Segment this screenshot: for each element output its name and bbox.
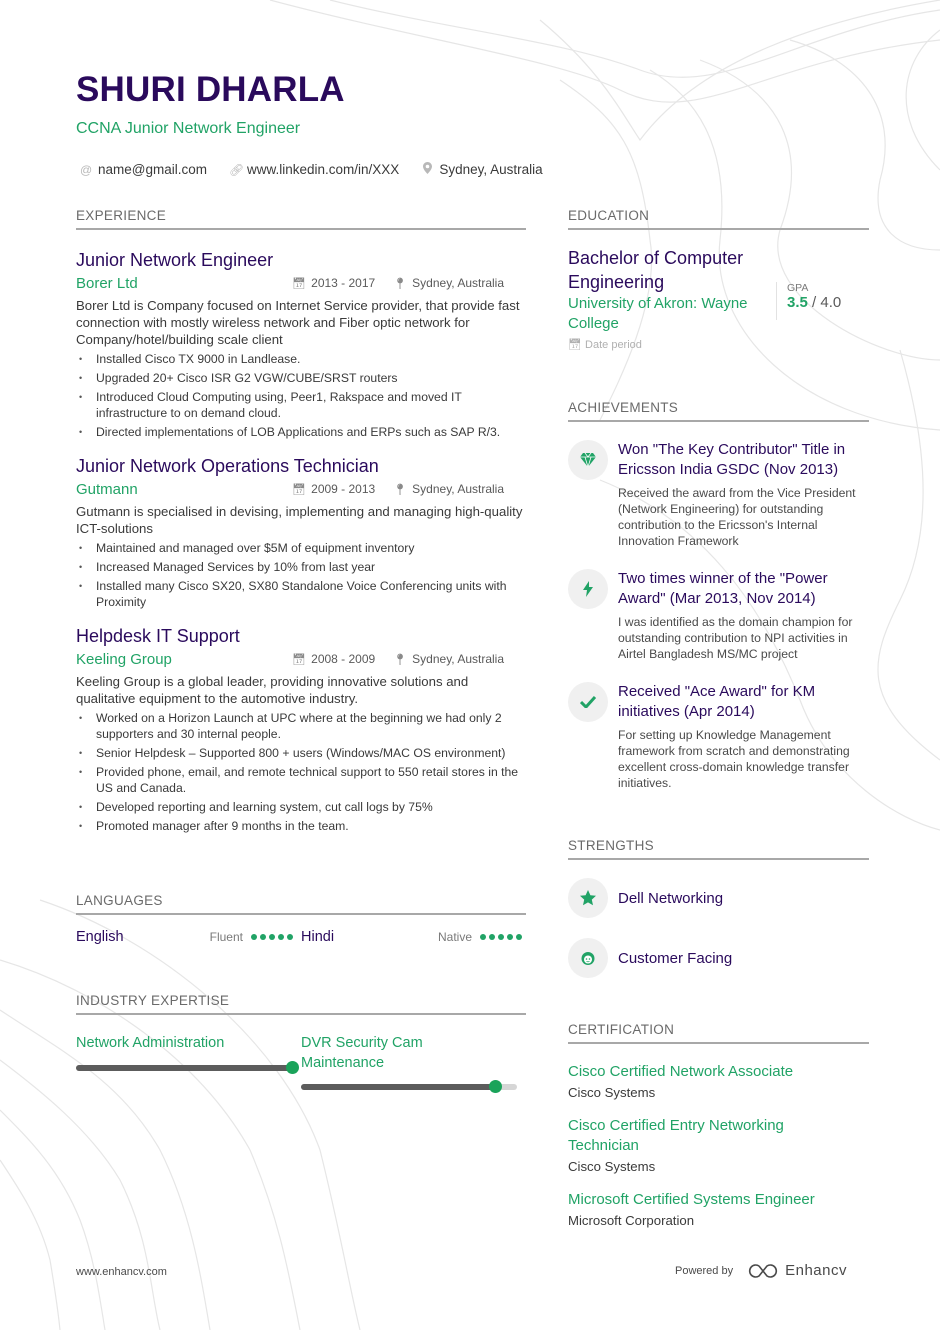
job-bullet: • Introduced Cloud Computing using, Peer1, Rakspace and moved IT infrastructure to on demand cloud. [76, 389, 526, 421]
language-level: Fluent [209, 930, 243, 944]
expertise-name: Network Administration [76, 1035, 225, 1051]
section-title-languages: LANGUAGES [76, 893, 526, 915]
calendar-icon: 📅︎ [292, 278, 307, 290]
language-name: Hindi [301, 929, 335, 945]
education-section [568, 208, 869, 351]
section-title-expertise: INDUSTRY EXPERTISE [76, 993, 526, 1015]
check-icon [568, 682, 608, 722]
certification-name: Microsoft Certified Systems Engineer [568, 1191, 815, 1208]
location-pin-icon: 📍︎ [393, 654, 408, 666]
job-dates: 📅︎ 2009 - 2013 [292, 482, 376, 496]
headset-icon [568, 938, 608, 978]
job-bullet: • Worked on a Horizon Launch at UPC where at the beginning we had only 2 supporters and 30 internal people. [76, 710, 526, 742]
job-bullet: • Promoted manager after 9 months in the team. [76, 818, 526, 834]
job-description: Borer Ltd is Company focused on Internet Service provider, that provide fast connection with mostly wireless network and Fiber optic network for Company/hotel/building scale client [76, 298, 520, 347]
job-bullet: • Directed implementations of LOB Applications and ERPs such as SAP R/3. [76, 424, 526, 440]
strengths-section [568, 838, 869, 978]
expertise-bar-knob [286, 1061, 299, 1074]
achievement-title: Two times winner of the "Power Award" (Mar 2013, Nov 2014) [618, 570, 828, 607]
certification-name: Cisco Certified Network Associate [568, 1063, 794, 1080]
certification-item [568, 1116, 869, 1174]
languages-section [76, 893, 526, 945]
contact-email-text: name@gmail.com [98, 162, 207, 177]
job-bullet: • Provided phone, email, and remote technical support to 550 retail stores in the US and Canada. [76, 764, 526, 796]
language-name: English [76, 929, 124, 945]
section-title-achievements: ACHIEVEMENTS [568, 400, 869, 422]
expertise-bar [301, 1084, 517, 1090]
contact-linkedin-text: www.linkedin.com/in/XXX [247, 162, 400, 177]
enhancv-logo-icon [747, 1263, 779, 1279]
job-location: 📍︎ Sydney, Australia [393, 276, 504, 290]
candidate-name: SHURI DHARLA [76, 70, 345, 109]
enhancv-brand: Enhancv [747, 1262, 847, 1279]
footer-website-link[interactable]: www.enhancv.com [76, 1266, 167, 1278]
job-entry [76, 454, 526, 610]
education-date: 📅︎ Date period [568, 339, 642, 351]
job-title: Junior Network Operations Technician [76, 456, 379, 476]
school-name: University of Akron: Wayne College [568, 295, 748, 332]
certification-section [568, 1022, 869, 1228]
link-icon: 🔗︎ [229, 162, 245, 177]
certification-item [568, 1190, 869, 1228]
job-bullets [76, 540, 526, 610]
achievement-item [568, 569, 869, 662]
candidate-title: CCNA Junior Network Engineer [76, 120, 301, 137]
achievement-description: For setting up Knowledge Management framework from scratch and demonstrating excellent cross-domain knowledge transfer initiatives. [618, 728, 850, 790]
expertise-item [301, 1033, 526, 1090]
company-name: Borer Ltd [76, 274, 138, 292]
job-description: Gutmann is specialised in devising, implementing and managing high-quality ICT-solutions [76, 504, 523, 536]
certification-item [568, 1062, 869, 1100]
expertise-bar [76, 1065, 292, 1071]
job-location: 📍︎ Sydney, Australia [393, 652, 504, 666]
strength-name: Customer Facing [618, 949, 733, 967]
gpa-block [776, 282, 841, 320]
experience-section [76, 208, 526, 837]
job-bullet: • Upgraded 20+ Cisco ISR G2 VGW/CUBE/SRST routers [76, 370, 526, 386]
job-bullet: • Installed many Cisco SX20, SX80 Standalone Voice Conferencing units with Proximity [76, 578, 526, 610]
job-location: 📍︎ Sydney, Australia [393, 482, 504, 496]
certification-issuer: Microsoft Corporation [568, 1213, 695, 1228]
strength-item [568, 938, 869, 978]
diamond-icon [568, 440, 608, 480]
language-level: Native [437, 930, 472, 944]
contact-location [421, 162, 542, 177]
section-title-certification: CERTIFICATION [568, 1022, 869, 1044]
achievement-description: Received the award from the Vice President (Network Engineering) for outstanding contribution to the Ericsson's Internal Innovation Framework [618, 486, 856, 548]
job-entry [76, 248, 526, 440]
contact-linkedin[interactable] [229, 162, 399, 177]
strength-item [568, 878, 869, 918]
contact-email[interactable] [80, 162, 207, 177]
degree-title: Bachelor of Computer Engineering [568, 248, 744, 292]
language-item [301, 929, 526, 945]
star-icon [568, 878, 608, 918]
gpa-value: 3.5 / 4.0 [787, 294, 842, 311]
company-name: Keeling Group [76, 650, 172, 668]
section-title-education: EDUCATION [568, 208, 869, 230]
achievement-description: I was identified as the domain champion for outstanding contribution to NPI activities in Airtel Bangladesh MS/MC project [618, 615, 853, 661]
powered-by-label: Powered by [675, 1264, 734, 1277]
job-bullet: • Senior Helpdesk – Supported 800 + users (Windows/MAC OS environment) [76, 745, 526, 761]
certification-issuer: Cisco Systems [568, 1085, 656, 1100]
job-bullets [76, 710, 526, 834]
section-title-strengths: STRENGTHS [568, 838, 869, 860]
expertise-section [76, 993, 526, 1090]
company-name: Gutmann [76, 480, 138, 498]
job-bullet: • Developed reporting and learning system, cut call logs by 75% [76, 799, 526, 815]
achievement-item [568, 440, 869, 549]
expertise-item [76, 1033, 301, 1090]
contact-list [80, 162, 543, 177]
certification-name: Cisco Certified Entry Networking Technician [568, 1117, 784, 1154]
job-bullet: • Installed Cisco TX 9000 in Landlease. [76, 351, 526, 367]
at-icon: @ [80, 162, 93, 177]
achievement-item [568, 682, 869, 791]
language-rating-dots [251, 934, 293, 940]
expertise-name: DVR Security Cam Maintenance [301, 1035, 423, 1071]
lightning-icon [568, 569, 608, 609]
location-pin-icon: 📍︎ [393, 278, 408, 290]
job-bullets [76, 351, 526, 440]
calendar-icon: 📅︎ [568, 339, 582, 351]
language-rating-dots [480, 934, 522, 940]
achievement-title: Won "The Key Contributor" Title in Ericsson India GSDC (Nov 2013) [618, 441, 846, 478]
job-bullet: • Maintained and managed over $5M of equipment inventory [76, 540, 526, 556]
job-title: Helpdesk IT Support [76, 626, 240, 646]
job-entry [76, 624, 526, 834]
job-title: Junior Network Engineer [76, 250, 274, 270]
contact-location-text: Sydney, Australia [439, 162, 543, 177]
calendar-icon: 📅︎ [292, 654, 307, 666]
location-pin-icon: 📍︎ [393, 484, 408, 496]
calendar-icon: 📅︎ [292, 484, 307, 496]
footer-powered-by[interactable] [675, 1262, 847, 1279]
gpa-label: GPA [787, 282, 809, 294]
job-dates: 📅︎ 2013 - 2017 [292, 276, 376, 290]
achievements-section [568, 400, 869, 791]
certification-issuer: Cisco Systems [568, 1159, 656, 1174]
job-description: Keeling Group is a global leader, providing innovative solutions and qualitative equipment to the automotive industry. [76, 674, 469, 706]
location-pin-icon [421, 162, 433, 177]
job-dates: 📅︎ 2008 - 2009 [292, 652, 376, 666]
expertise-bar-knob [489, 1080, 502, 1093]
language-item [76, 929, 301, 945]
job-bullet: • Increased Managed Services by 10% from last year [76, 559, 526, 575]
section-title-experience: EXPERIENCE [76, 208, 526, 230]
achievement-title: Received "Ace Award" for KM initiatives (Apr 2014) [618, 683, 816, 720]
strength-name: Dell Networking [618, 889, 724, 907]
